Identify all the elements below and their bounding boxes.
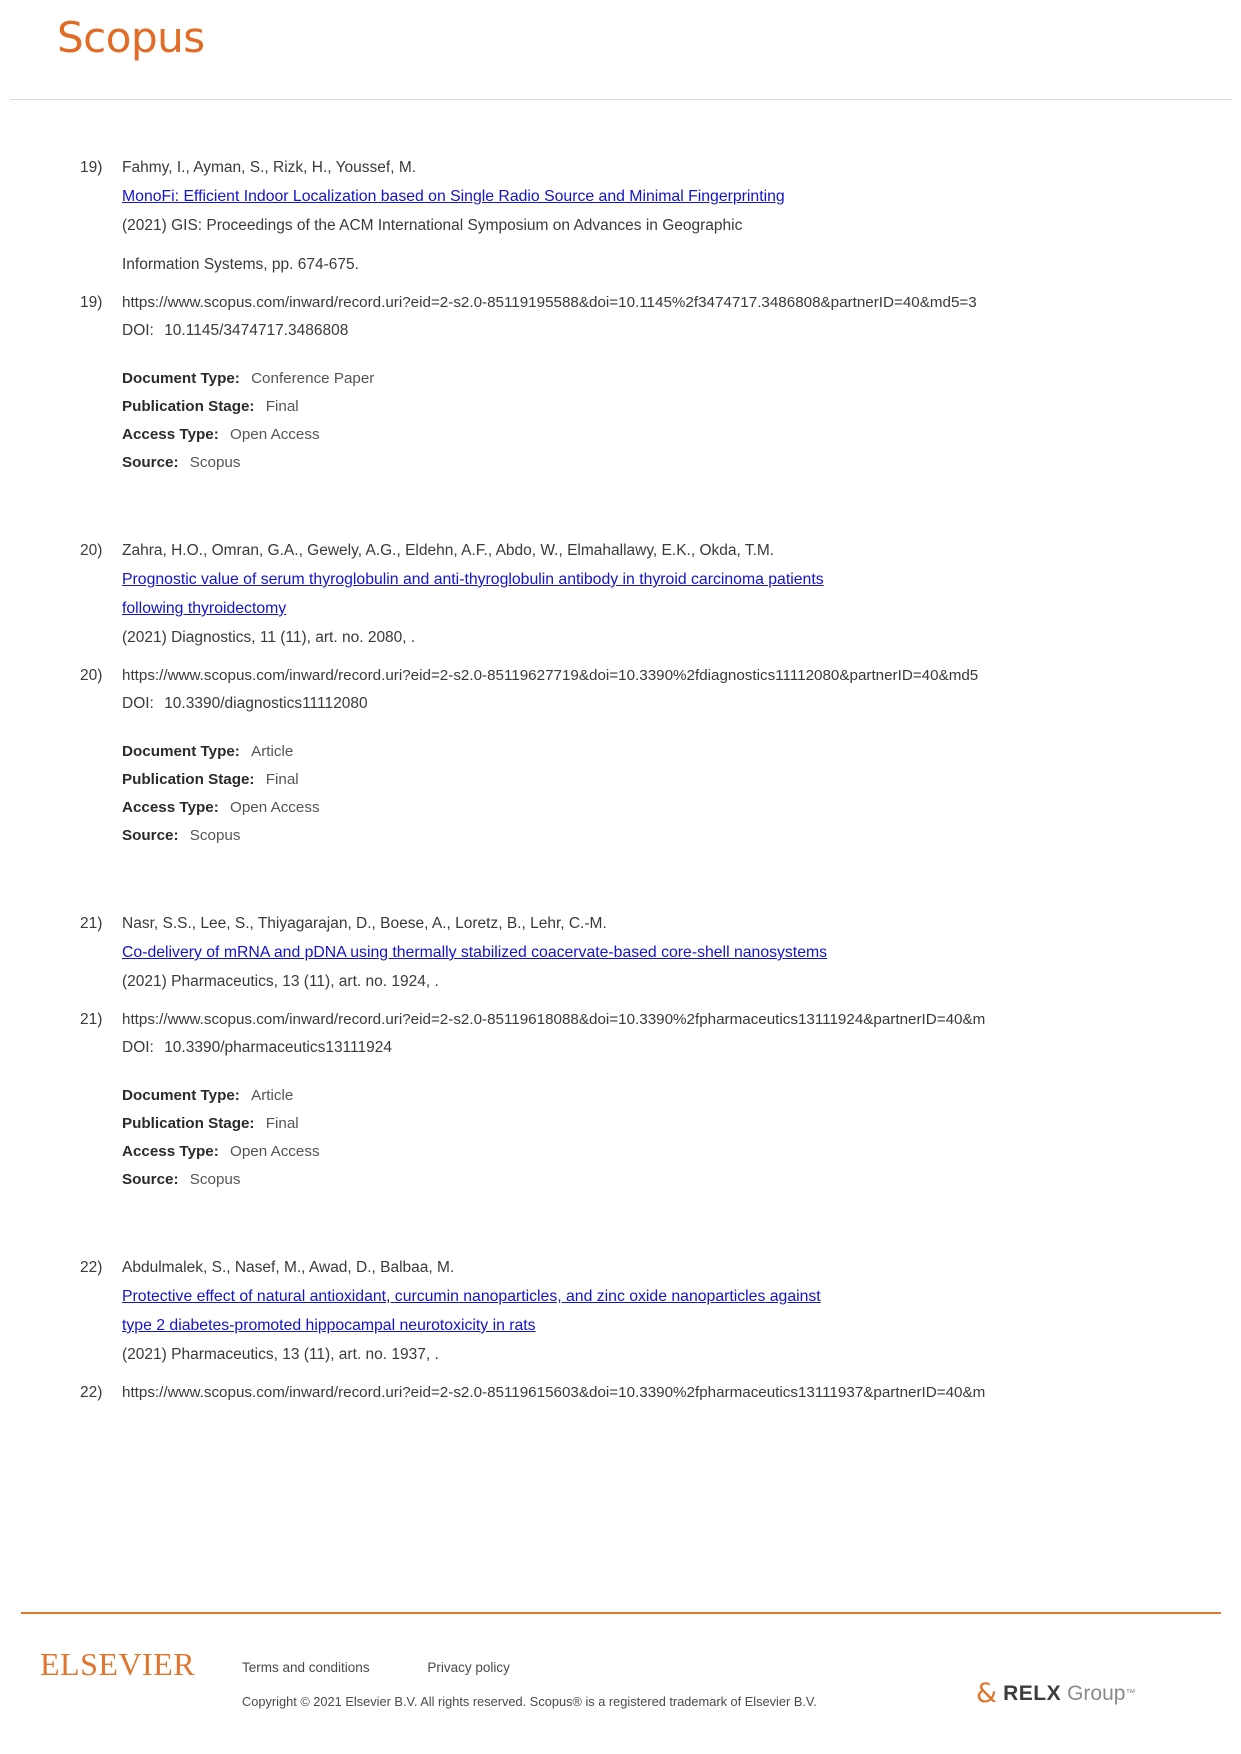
terms-and-conditions-link[interactable]: Terms and conditions (242, 1660, 370, 1675)
record-metadata-block (122, 365, 1241, 477)
authors-text: Zahra, H.O., Omran, G.A., Gewely, A.G., Eldehn, A.F., Abdo, W., Elmahallawy, E.K., Okda, T.M. (122, 542, 775, 559)
scopus-record-url[interactable]: https://www.scopus.com/inward/record.uri?eid=2-s2.0-85119615603&doi=10.3390%2fpharmaceutics13111937&partnerID=40&m (122, 1384, 986, 1401)
metadata-value: Article (251, 1087, 294, 1104)
metadata-label: Publication Stage: (122, 1115, 255, 1132)
publication-info-line: (2021) GIS: Proceedings of the ACM International Symposium on Advances in Geographic (122, 217, 743, 234)
metadata-row-source (122, 822, 1241, 850)
record-number: 21) (80, 915, 103, 932)
relx-group-word: Group (1067, 1681, 1126, 1705)
footer-links (242, 1660, 564, 1675)
publication-info-line: (2021) Diagnostics, 11 (11), art. no. 2080, . (122, 629, 416, 646)
authors-text: Abdulmalek, S., Nasef, M., Awad, D., Balbaa, M. (122, 1259, 455, 1276)
record-title-link[interactable]: Co-delivery of mRNA and pDNA using thermally stabilized coacervate-based core-shell nanosystems (122, 944, 828, 961)
record-number: 20) (80, 542, 103, 559)
record-separator (0, 1194, 1241, 1254)
authors-text: Fahmy, I., Ayman, S., Rizk, H., Youssef, M. (122, 159, 417, 176)
authors-text: Nasr, S.S., Lee, S., Thiyagarajan, D., Boese, A., Loretz, B., Lehr, C.-M. (122, 915, 607, 932)
metadata-value: Final (265, 1115, 299, 1132)
line-gap (122, 240, 1241, 250)
record-entry (0, 1254, 1241, 1407)
metadata-row-access-type (122, 1138, 1241, 1166)
publication-info-line: (2021) Pharmaceutics, 13 (11), art. no. 1937, . (122, 1346, 439, 1363)
metadata-label: Access Type: (122, 426, 219, 443)
metadata-row-access-type (122, 421, 1241, 449)
line-gap (122, 1369, 1241, 1379)
scopus-logo: Scopus (57, 13, 205, 62)
metadata-value: Conference Paper (251, 370, 375, 387)
record-title-link[interactable]: Prognostic value of serum thyroglobulin and anti-thyroglobulin antibody in thyroid carcinoma patients (122, 571, 824, 588)
scopus-record-url[interactable]: https://www.scopus.com/inward/record.uri?eid=2-s2.0-85119618088&doi=10.3390%2fpharmaceutics13111924&partnerID=40&m (122, 1011, 986, 1028)
doi-label: DOI: (122, 695, 154, 712)
publication-info-line: Information Systems, pp. 674-675. (122, 256, 359, 273)
doi-value[interactable]: 10.3390/pharmaceutics13111924 (164, 1039, 392, 1056)
doi-line (122, 1034, 1241, 1062)
privacy-policy-link[interactable]: Privacy policy (427, 1660, 510, 1675)
relx-group-logo (976, 1680, 1135, 1707)
record-metadata-block (122, 738, 1241, 850)
record-authors-line (80, 1254, 1241, 1282)
metadata-value: Article (251, 743, 294, 760)
metadata-label: Publication Stage: (122, 398, 255, 415)
line-gap (122, 652, 1241, 662)
scopus-record-url[interactable]: https://www.scopus.com/inward/record.uri?eid=2-s2.0-85119627719&doi=10.3390%2fdiagnostics11112080&partnerID=40&md5 (122, 667, 979, 684)
metadata-value: Open Access (230, 799, 320, 816)
record-metadata-block (122, 1082, 1241, 1194)
record-entry (0, 910, 1241, 1194)
record-authors-line (80, 910, 1241, 938)
record-title-link-continued[interactable]: following thyroidectomy (122, 600, 287, 617)
line-gap (122, 996, 1241, 1006)
relx-ampersand-icon: & (976, 1678, 998, 1709)
metadata-value: Open Access (230, 426, 320, 443)
metadata-label: Document Type: (122, 1087, 240, 1104)
metadata-label: Publication Stage: (122, 771, 255, 788)
metadata-value: Final (265, 398, 299, 415)
metadata-label: Access Type: (122, 799, 219, 816)
trademark-symbol: ™ (1125, 1688, 1136, 1699)
metadata-value: Open Access (230, 1143, 320, 1160)
record-title-link[interactable]: Protective effect of natural antioxidant, curcumin nanoparticles, and zinc oxide nanoparticles against (122, 1288, 821, 1305)
record-entry (0, 104, 1241, 477)
metadata-row-document-type (122, 1082, 1241, 1110)
record-url-line (80, 289, 1241, 317)
record-url-line (80, 1006, 1241, 1034)
metadata-row-document-type (122, 738, 1241, 766)
doi-line (122, 317, 1241, 345)
metadata-label: Access Type: (122, 1143, 219, 1160)
elsevier-logo: ELSEVIER (40, 1646, 196, 1682)
metadata-label: Source: (122, 454, 179, 471)
page-footer (0, 1584, 1241, 1754)
scopus-record-url[interactable]: https://www.scopus.com/inward/record.uri?eid=2-s2.0-85119195588&doi=10.1145%2f3474717.3486808&partnerID=40&md5=3 (122, 294, 977, 311)
record-number: 19) (80, 159, 103, 176)
metadata-value: Scopus (189, 454, 241, 471)
metadata-row-publication-stage (122, 766, 1241, 794)
metadata-label: Source: (122, 827, 179, 844)
record-number-url: 21) (80, 1011, 103, 1028)
metadata-label: Document Type: (122, 743, 240, 760)
doi-line (122, 690, 1241, 718)
metadata-row-publication-stage (122, 1110, 1241, 1138)
footer-divider (21, 1612, 1221, 1614)
record-entry (0, 537, 1241, 850)
metadata-value: Final (265, 771, 299, 788)
record-authors-line (80, 537, 1241, 565)
line-gap (122, 279, 1241, 289)
header-divider (10, 99, 1232, 100)
record-separator (0, 850, 1241, 910)
metadata-row-document-type (122, 365, 1241, 393)
doi-value[interactable]: 10.1145/3474717.3486808 (164, 322, 349, 339)
metadata-row-publication-stage (122, 393, 1241, 421)
record-number-url: 22) (80, 1384, 103, 1401)
record-url-line (80, 1379, 1241, 1407)
metadata-value: Scopus (189, 827, 241, 844)
document-body (0, 104, 1241, 1407)
record-number: 22) (80, 1259, 103, 1276)
publication-info-line: (2021) Pharmaceutics, 13 (11), art. no. 1924, . (122, 973, 439, 990)
doi-label: DOI: (122, 1039, 154, 1056)
record-title-link[interactable]: MonoFi: Efficient Indoor Localization based on Single Radio Source and Minimal Fingerprinting (122, 188, 785, 205)
record-authors-line (80, 154, 1241, 182)
metadata-label: Document Type: (122, 370, 240, 387)
record-title-link-continued[interactable]: type 2 diabetes-promoted hippocampal neurotoxicity in rats (122, 1317, 536, 1334)
metadata-value: Scopus (189, 1171, 241, 1188)
metadata-row-source (122, 449, 1241, 477)
relx-wordmark: RELX (1003, 1681, 1062, 1705)
doi-label: DOI: (122, 322, 154, 339)
record-url-line (80, 662, 1241, 690)
metadata-row-source (122, 1166, 1241, 1194)
metadata-label: Source: (122, 1171, 179, 1188)
page-header (0, 0, 1241, 104)
copyright-text: Copyright © 2021 Elsevier B.V. All rights reserved. Scopus® is a registered trademark of Elsevier B.V. (242, 1694, 817, 1709)
record-number-url: 20) (80, 667, 103, 684)
record-number-url: 19) (80, 294, 103, 311)
doi-value[interactable]: 10.3390/diagnostics11112080 (164, 695, 368, 712)
record-separator (0, 477, 1241, 537)
metadata-row-access-type (122, 794, 1241, 822)
